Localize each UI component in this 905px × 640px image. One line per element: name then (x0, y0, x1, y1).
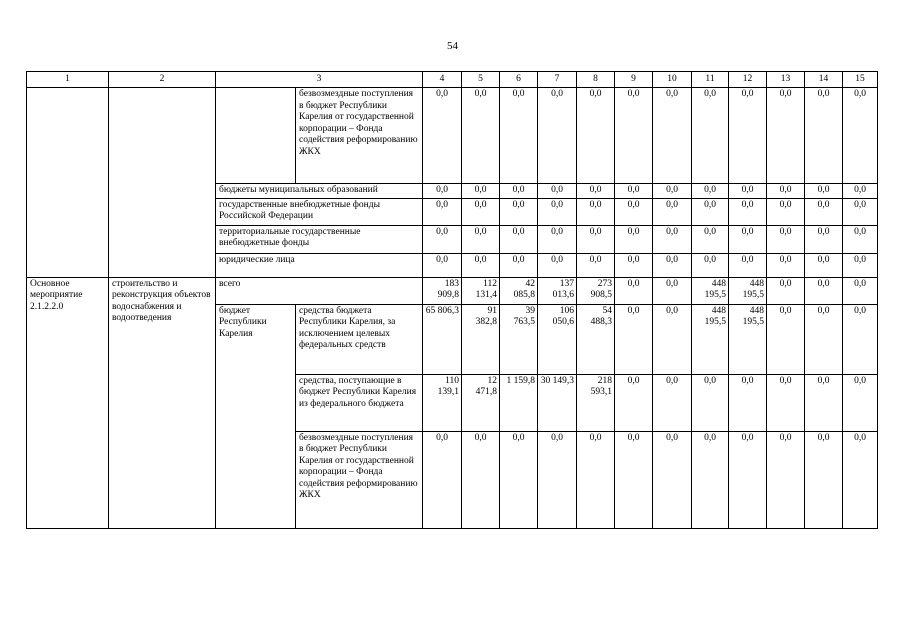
value-cell: 0,0 (653, 277, 692, 304)
value-cell: 0,0 (767, 184, 805, 199)
value-cell: 39 763,5 (500, 304, 538, 374)
source-label: юридические лица (216, 253, 423, 277)
value-cell: 0,0 (729, 88, 767, 184)
value-cell: 0,0 (500, 253, 538, 277)
value-cell: 0,0 (423, 225, 462, 253)
value-cell: 0,0 (615, 277, 653, 304)
value-cell: 0,0 (653, 88, 692, 184)
value-cell: 0,0 (423, 198, 462, 225)
value-cell: 0,0 (423, 431, 462, 528)
value-cell: 0,0 (538, 253, 577, 277)
value-cell: 0,0 (729, 374, 767, 431)
value-cell: 0,0 (767, 225, 805, 253)
value-cell: 42 085,8 (500, 277, 538, 304)
source-label: средства бюджета Республики Карелия, за исключением целевых федеральных средств (296, 304, 423, 374)
value-cell: 0,0 (805, 184, 843, 199)
value-cell: 0,0 (577, 431, 615, 528)
header-cell: 2 (109, 72, 216, 88)
value-cell: 0,0 (653, 198, 692, 225)
value-cell: 0,0 (805, 88, 843, 184)
value-cell: 0,0 (423, 253, 462, 277)
value-cell: 65 806,3 (423, 304, 462, 374)
value-cell: 0,0 (462, 253, 500, 277)
page-number: 54 (447, 40, 458, 52)
value-cell: 0,0 (843, 304, 878, 374)
value-cell: 0,0 (729, 184, 767, 199)
header-cell: 14 (805, 72, 843, 88)
header-cell: 11 (692, 72, 729, 88)
value-cell: 0,0 (615, 198, 653, 225)
value-cell: 0,0 (767, 253, 805, 277)
value-cell: 0,0 (462, 184, 500, 199)
value-cell: 0,0 (843, 431, 878, 528)
value-cell: 0,0 (653, 253, 692, 277)
value-cell: 137 013,6 (538, 277, 577, 304)
value-cell: 0,0 (653, 374, 692, 431)
value-cell: 0,0 (462, 198, 500, 225)
value-cell: 0,0 (843, 88, 878, 184)
value-cell: 0,0 (805, 431, 843, 528)
source-label: государственные внебюджетные фонды Российской Федерации (216, 198, 423, 225)
value-cell: 0,0 (767, 277, 805, 304)
source-label: территориальные государственные внебюджетные фонды (216, 225, 423, 253)
header-cell: 8 (577, 72, 615, 88)
measure-label: Основное мероприятие 2.1.2.2.0 (27, 277, 109, 528)
value-cell: 0,0 (538, 225, 577, 253)
activity-label: строительство и реконструкция объектов водоснабжения и водоотведения (109, 277, 216, 528)
value-cell: 0,0 (805, 198, 843, 225)
value-cell: 0,0 (767, 304, 805, 374)
header-cell: 5 (462, 72, 500, 88)
header-cell: 3 (216, 72, 423, 88)
value-cell: 0,0 (538, 184, 577, 199)
activity-cell-empty (109, 88, 216, 278)
value-cell: 0,0 (692, 431, 729, 528)
value-cell: 0,0 (767, 198, 805, 225)
value-cell: 0,0 (538, 198, 577, 225)
value-cell: 0,0 (500, 431, 538, 528)
value-cell: 0,0 (538, 88, 577, 184)
value-cell: 0,0 (577, 184, 615, 199)
value-cell: 0,0 (692, 198, 729, 225)
value-cell: 0,0 (692, 184, 729, 199)
header-row (27, 72, 878, 88)
header-cell: 4 (423, 72, 462, 88)
value-cell: 0,0 (692, 88, 729, 184)
value-cell: 0,0 (462, 88, 500, 184)
value-cell: 0,0 (577, 198, 615, 225)
value-cell: 0,0 (577, 225, 615, 253)
value-cell: 0,0 (729, 431, 767, 528)
source-label: безвозмездные поступления в бюджет Республики Карелия от государственной корпорации – Фонда содействия реформированию ЖКХ (296, 88, 423, 184)
header-cell: 9 (615, 72, 653, 88)
measure-cell-empty (27, 88, 109, 278)
value-cell: 0,0 (500, 225, 538, 253)
value-cell: 0,0 (767, 374, 805, 431)
value-cell: 30 149,3 (538, 374, 577, 431)
value-cell: 0,0 (767, 431, 805, 528)
value-cell: 0,0 (692, 225, 729, 253)
value-cell: 110 139,1 (423, 374, 462, 431)
value-cell: 0,0 (423, 88, 462, 184)
value-cell: 0,0 (615, 225, 653, 253)
value-cell: 0,0 (843, 184, 878, 199)
value-cell: 0,0 (615, 431, 653, 528)
value-cell: 0,0 (615, 374, 653, 431)
value-cell: 0,0 (462, 225, 500, 253)
value-cell: 183 909,8 (423, 277, 462, 304)
value-cell: 0,0 (577, 88, 615, 184)
value-cell: 0,0 (423, 184, 462, 199)
value-cell: 448 195,5 (729, 304, 767, 374)
value-cell: 0,0 (843, 225, 878, 253)
value-cell: 0,0 (692, 253, 729, 277)
value-cell: 273 908,5 (577, 277, 615, 304)
value-cell: 0,0 (615, 304, 653, 374)
header-cell: 6 (500, 72, 538, 88)
value-cell: 0,0 (615, 88, 653, 184)
source-label: средства, поступающие в бюджет Республики Карелия из федерального бюджета (296, 374, 423, 431)
value-cell: 0,0 (653, 184, 692, 199)
value-cell: 0,0 (577, 253, 615, 277)
source-label: безвозмездные поступления в бюджет Республики Карелия от государственной корпорации – Фонда содействия реформированию ЖКХ (296, 431, 423, 528)
value-cell: 218 593,1 (577, 374, 615, 431)
value-cell: 0,0 (843, 253, 878, 277)
header-cell: 12 (729, 72, 767, 88)
value-cell: 0,0 (653, 225, 692, 253)
header-cell: 15 (843, 72, 878, 88)
header-cell: 13 (767, 72, 805, 88)
table-row (27, 277, 878, 304)
value-cell: 0,0 (843, 198, 878, 225)
value-cell: 91 382,8 (462, 304, 500, 374)
value-cell: 0,0 (653, 431, 692, 528)
source-group-cell-empty (216, 88, 296, 184)
table-row (27, 88, 878, 184)
value-cell: 0,0 (692, 374, 729, 431)
source-label: бюджеты муниципальных образований (216, 184, 423, 199)
value-cell: 12 471,8 (462, 374, 500, 431)
value-cell: 0,0 (805, 304, 843, 374)
value-cell: 0,0 (500, 88, 538, 184)
value-cell: 0,0 (729, 225, 767, 253)
value-cell: 0,0 (805, 374, 843, 431)
value-cell: 106 050,6 (538, 304, 577, 374)
value-cell: 0,0 (843, 277, 878, 304)
value-cell: 0,0 (500, 184, 538, 199)
value-cell: 0,0 (805, 253, 843, 277)
value-cell: 0,0 (729, 198, 767, 225)
header-cell: 10 (653, 72, 692, 88)
value-cell: 448 195,5 (692, 304, 729, 374)
value-cell: 0,0 (729, 253, 767, 277)
header-cell: 7 (538, 72, 577, 88)
budget-table (26, 71, 878, 529)
value-cell: 0,0 (538, 431, 577, 528)
value-cell: 112 131,4 (462, 277, 500, 304)
value-cell: 0,0 (500, 198, 538, 225)
value-cell: 0,0 (462, 431, 500, 528)
value-cell: 0,0 (615, 253, 653, 277)
source-label: всего (216, 277, 423, 304)
value-cell: 0,0 (843, 374, 878, 431)
value-cell: 0,0 (805, 225, 843, 253)
value-cell: 0,0 (653, 304, 692, 374)
value-cell: 0,0 (805, 277, 843, 304)
value-cell: 448 195,5 (692, 277, 729, 304)
value-cell: 448 195,5 (729, 277, 767, 304)
header-cell: 1 (27, 72, 109, 88)
value-cell: 0,0 (615, 184, 653, 199)
value-cell: 0,0 (767, 88, 805, 184)
value-cell: 54 488,3 (577, 304, 615, 374)
value-cell: 1 159,8 (500, 374, 538, 431)
source-group-label: бюджет Республики Карелия (216, 304, 296, 528)
